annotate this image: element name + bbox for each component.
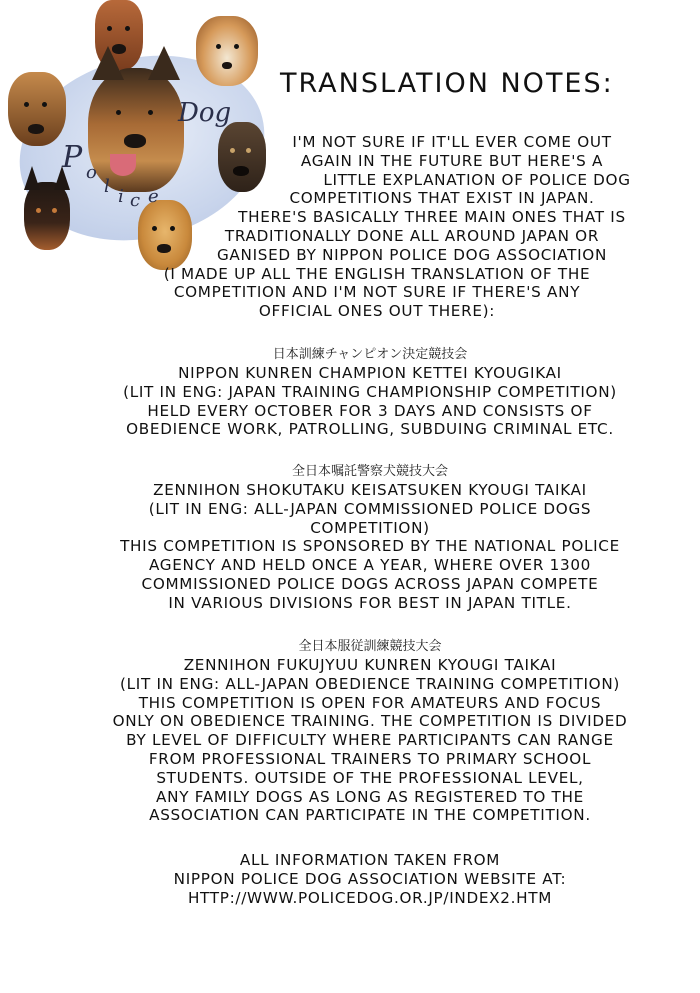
doberman-dog-illustration [24,182,70,250]
emblem-letter-l: l [104,176,110,197]
terrier-dog-illustration [8,72,66,146]
competition-section [40,463,700,613]
competition-line: ZENNIHON FUKUJYUU KUNREN KYOUGI TAIKAI [183,656,557,674]
competition-line: FROM PROFESSIONAL TRAINERS TO PRIMARY SCHOOL [148,749,592,768]
competition-line: ZENNIHON SHOKUTAKU KEISATSUKEN KYOUGI TAIKAI [153,481,587,499]
competition-line: THIS COMPETITION IS SPONSORED BY THE NATIONAL POLICE [120,537,620,556]
intro-line: I'M NOT SURE IF IT'LL EVER COME OUT [292,133,612,151]
intro-line: GANISED BY NIPPON POLICE DOG ASSOCIATION [216,245,608,264]
competition-line: AGENCY AND HELD ONCE A YEAR, WHERE OVER 1300 [148,556,592,575]
competition-line: IN VARIOUS DIVISIONS FOR BEST IN JAPAN TITLE. [168,593,572,612]
collie-dog-illustration [196,16,258,86]
emblem-letter-c: c [130,190,141,211]
emblem-letter-i: i [118,186,124,207]
page-title: TRANSLATION NOTES: [280,68,614,99]
intro-line: AGAIN IN THE FUTURE BUT HERE'S A [300,151,604,170]
competition-line: (LIT IN ENG: JAPAN TRAINING CHAMPIONSHIP COMPETITION) [123,382,617,401]
competition-line: COMMISSIONED POLICE DOGS ACROSS JAPAN COMPETE [141,574,599,593]
competition-line: STUDENTS. OUTSIDE OF THE PROFESSIONAL LEVEL, [156,768,584,787]
intro-paragraph [112,133,682,321]
source-url: HTTP://WWW.POLICEDOG.OR.JP/INDEX2.HTM [187,888,553,907]
competition-japanese-name: 全日本嘱託警察犬競技大会 [291,464,448,479]
competition-japanese-name: 日本訓練チャンピオン決定競技会 [272,347,468,362]
competition-section [40,638,700,825]
intro-line: OFFICIAL ONES OUT THERE): [258,302,496,321]
competition-section [40,346,700,439]
competition-line: HELD EVERY OCTOBER FOR 3 DAYS AND CONSISTS OF [147,401,593,420]
competition-japanese-name: 全日本服従訓練競技大会 [298,639,442,654]
competition-line: NIPPON KUNREN CHAMPION KETTEI KYOUGIKAI [178,364,562,382]
intro-line: COMPETITIONS THAT EXIST IN JAPAN. [289,189,595,208]
source-section [40,851,700,907]
competition-line: COMPETITION) [310,518,430,537]
competition-line: ONLY ON OBEDIENCE TRAINING. THE COMPETITION IS DIVIDED [112,712,628,731]
emblem-letter-o: o [86,162,97,183]
competition-line: (LIT IN ENG: ALL-JAPAN COMMISSIONED POLICE DOGS [148,499,592,518]
competition-line: BY LEVEL OF DIFFICULTY WHERE PARTICIPANTS CAN RANGE [126,731,614,750]
competition-line: ANY FAMILY DOGS AS LONG AS REGISTERED TO THE [156,787,584,806]
emblem-word-dog: Dog [178,98,232,128]
source-line: ALL INFORMATION TAKEN FROM [239,851,501,869]
source-line: NIPPON POLICE DOG ASSOCIATION WEBSITE AT: [173,869,567,888]
intro-line: COMPETITION AND I'M NOT SURE IF THERE'S ANY [173,283,581,302]
competition-line: THIS COMPETITION IS OPEN FOR AMATEURS AND FOCUS [138,693,602,712]
intro-line: THERE'S BASICALLY THREE MAIN ONES THAT IS [238,208,626,227]
emblem-letter-p: P [62,140,83,175]
competition-line: (LIT IN ENG: ALL-JAPAN OBEDIENCE TRAINING COMPETITION) [119,674,621,693]
intro-line: (I MADE UP ALL THE ENGLISH TRANSLATION OF THE [163,264,591,283]
intro-line: TRADITIONALLY DONE ALL AROUND JAPAN OR [224,226,600,245]
competition-line: ASSOCIATION CAN PARTICIPATE IN THE COMPETITION. [149,806,591,825]
emblem-letter-e: e [148,186,159,207]
competition-line: OBEDIENCE WORK, PATROLLING, SUBDUING CRIMINAL ETC. [126,420,614,439]
intro-line: LITTLE EXPLANATION OF POLICE DOG [323,170,631,189]
